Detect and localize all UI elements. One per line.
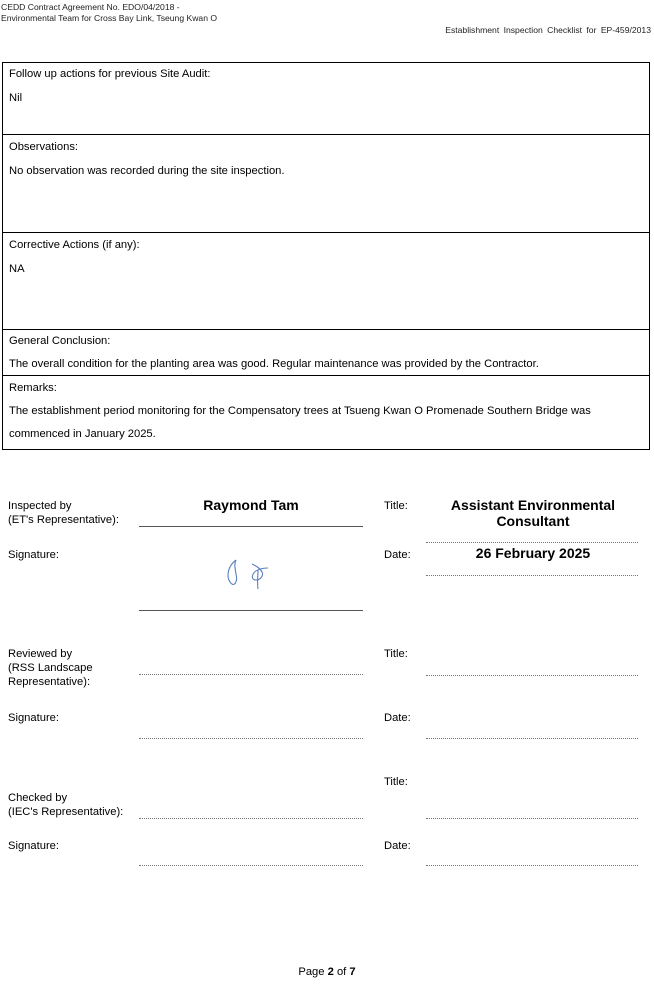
conclusion-section	[2, 329, 650, 375]
conclusion-heading: General Conclusion:	[9, 335, 111, 347]
page-total: 7	[349, 966, 356, 978]
checker-name-line	[139, 818, 363, 819]
corrective-section	[2, 232, 650, 329]
inspected-label-line2: (ET's Representative):	[8, 514, 119, 526]
checker-signature-line	[139, 865, 363, 866]
title-label: Title:	[384, 500, 408, 512]
followup-section	[2, 62, 650, 134]
checker-date-line	[426, 865, 638, 866]
inspector-title: Assistant Environmental Consultant	[450, 497, 616, 529]
reviewed-label-line2: (RSS Landscape	[8, 662, 93, 674]
checked-label-line2: (IEC's Representative):	[8, 806, 124, 818]
reviewer-title-label: Title:	[384, 648, 408, 660]
page-of: of	[336, 966, 347, 978]
contract-line-1: CEDD Contract Agreement No. EDO/04/2018 -	[1, 2, 180, 12]
inspector-name: Raymond Tam	[203, 497, 299, 513]
handwritten-signature	[222, 556, 272, 592]
reviewer-date-label: Date:	[384, 712, 411, 724]
reviewer-title-line	[426, 675, 638, 676]
signature-label: Signature:	[8, 549, 59, 561]
remarks-heading: Remarks:	[9, 382, 57, 394]
page-current: 2	[327, 966, 334, 978]
checker-title-line	[426, 818, 638, 819]
title-line	[426, 542, 638, 543]
inspected-label-line1: Inspected by	[8, 500, 72, 512]
remarks-section	[2, 375, 650, 450]
remarks-body: The establishment period monitoring for the Compensatory trees at Tsueng Kwan O Promenade Southern Bridge was commenced in January 2025.	[9, 405, 591, 440]
inspected-by-label	[8, 499, 119, 527]
inspection-date: 26 February 2025	[475, 545, 591, 561]
reviewer-name-line	[139, 674, 363, 675]
reviewer-date-line	[426, 738, 638, 739]
followup-body: Nil	[9, 92, 23, 104]
signature-line	[139, 610, 363, 611]
corrective-body: NA	[9, 263, 25, 275]
checker-date-label: Date:	[384, 840, 411, 852]
contract-header	[1, 2, 217, 24]
date-label: Date:	[384, 549, 411, 561]
page-prefix: Page	[298, 966, 325, 978]
reviewed-by-label	[8, 647, 93, 689]
checked-by-label	[8, 791, 123, 819]
checker-signature-label: Signature:	[8, 840, 59, 852]
reviewer-signature-label: Signature:	[8, 712, 59, 724]
inspector-name-line	[139, 526, 363, 527]
conclusion-body: The overall condition for the planting area was good. Regular maintenance was provided by the Contractor.	[9, 358, 539, 370]
observations-section	[2, 134, 650, 232]
checker-title-label: Title:	[384, 776, 408, 788]
date-line	[426, 575, 638, 576]
observations-body: No observation was recorded during the site inspection.	[9, 165, 285, 177]
observations-heading: Observations:	[9, 141, 79, 153]
checklist-title: Establishment Inspection Checklist for EP-459/2013	[445, 25, 651, 35]
reviewed-label-line3: Representative):	[8, 676, 91, 688]
reviewer-signature-line	[139, 738, 363, 739]
page-number	[0, 966, 654, 978]
corrective-heading: Corrective Actions (if any):	[9, 239, 140, 251]
checked-label-line1: Checked by	[8, 792, 68, 804]
followup-heading: Follow up actions for previous Site Audit:	[9, 68, 211, 80]
reviewed-label-line1: Reviewed by	[8, 648, 73, 660]
contract-line-2: Environmental Team for Cross Bay Link, Tseung Kwan O	[1, 13, 218, 23]
